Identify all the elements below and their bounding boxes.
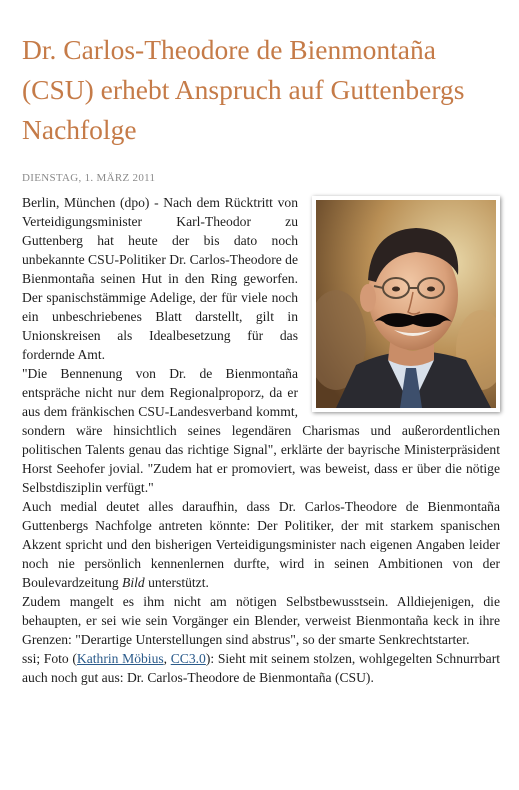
credit-license-link[interactable]: CC3.0 xyxy=(170,651,206,666)
credit-suffix: ): Sieht mit seinem stolzen, wohlgegelten Schnurrbart auch noch gut aus: Dr. Carlos-Theodore de Bienmontaña (CSU). xyxy=(22,651,501,685)
photo-credit xyxy=(22,649,500,687)
paragraph-3-text-a: Auch medial deutet alles daraufhin, dass Dr. Carlos-Theodore de Bienmontaña Guttenbergs Nachfolge antreten könnte: Der Politiker, der mit starkem spanischen Akzent spricht und den bisherigen Verteidigungsminister nach eigenen Angaben leider noch nie persönlich kennenlernen durfte, wird in seinen Ambitionen von der Boulevardzeitung xyxy=(22,499,500,590)
paragraph-1: Berlin, München (dpo) - Nach dem Rücktritt von Verteidigungsminister Karl-Theodor zu Guttenberg hat heute der bis dato noch unbekannte CSU-Politiker Dr. Carlos-Theodore de Bienmontaña seinen Hut in den Ring geworfen. Der spanischstämmige Adelige, der für viele noch ein unbeschriebenes Blatt darstellt, gilt in Unionskreisen als Idealbesetzung für das fordernde Amt. xyxy=(22,195,298,362)
portrait-photo-icon xyxy=(316,200,496,408)
credit-author-link[interactable]: Kathrin Möbius xyxy=(76,651,164,666)
paragraph-4: Zudem mangelt es ihm nicht am nötigen Selbstbewusstsein. Alldiejenigen, die behaupten, er sei wie sein Vorgänger ein Blender, verweist Bienmontaña keck in ihre Grenzen: "Derartige Unterstellungen sind abstrus", so der smarte Senkrechtstarter. xyxy=(22,594,500,647)
paragraph-2: "Die Bennenung von Dr. de Bienmontaña entspräche nicht nur dem Regionalproporz, da er aus dem fränkischen CSU-Landesverband kommt, sondern wäre hinsichtlich seines legendären Charismas und außerordentlichen politischen Talents genau das richtige Signal", erklärte der bayrische Ministerpräsident Horst Seehofer jovial. "Zudem hat er promoviert, was beweist, dass er über die nötige Selbstdisziplin verfügt." xyxy=(22,366,500,495)
newspaper-name: Bild xyxy=(122,575,145,590)
article-title[interactable]: Dr. Carlos-Theodore de Bienmontaña (CSU) erhebt Anspruch auf Guttenbergs Nachfolge xyxy=(22,34,465,145)
article xyxy=(22,30,502,150)
credit-prefix: ssi; Foto ( xyxy=(22,651,77,666)
paragraph-3 xyxy=(22,497,500,592)
post-date: DIENSTAG, 1. MÄRZ 2011 xyxy=(22,172,156,184)
article-photo xyxy=(312,196,500,412)
credit-separator: , xyxy=(163,651,171,666)
paragraph-3-text-b: unterstützt. xyxy=(144,575,209,590)
article-body xyxy=(22,193,500,687)
